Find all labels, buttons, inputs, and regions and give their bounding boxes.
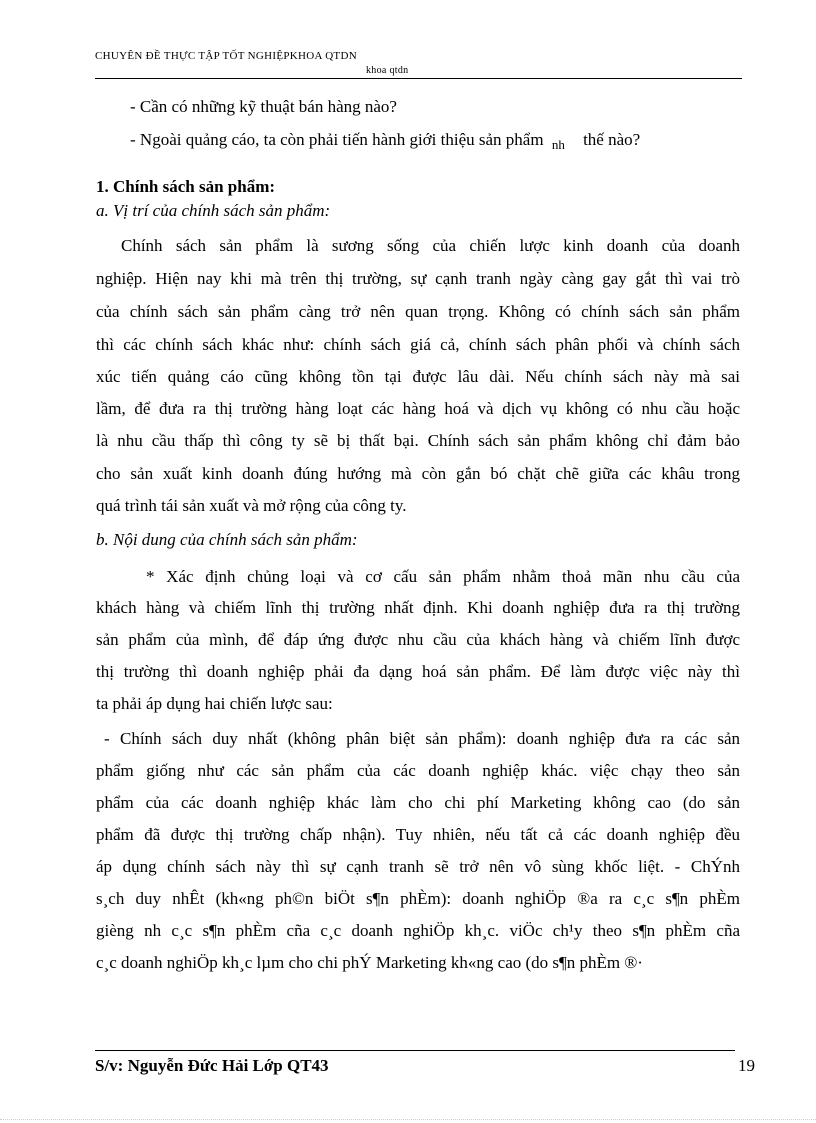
text-line: - Ngoài quảng cáo, ta còn phải tiến hành giới thiệu sản phẩm $_{nh}$ thế nào? — [130, 130, 641, 152]
text-line: s¸ch duy nhÊt (kh«ng ph©n biÖt s¶n phÈm): doanh nghiÖp ®a ra c¸c s¶n phÈm — [96, 889, 740, 908]
text-line: thị trường thì doanh nghiệp phải đa dạng hoá sản phẩm. Để làm được việc này thì — [96, 662, 740, 681]
page-number: 19 — [738, 1056, 755, 1075]
text-line: Chính sách sản phẩm là sương sống của chiến lược kinh doanh của doanh — [121, 236, 740, 255]
text-line: là nhu cầu thấp thì công ty sẽ bị thất bại. Chính sách sản phẩm không chỉ đảm bảo — [96, 431, 740, 450]
text-line: xúc tiến quảng cáo cũng không tồn tại được lâu dài. Nếu chính sách này mà sai — [96, 367, 740, 386]
header-rule — [95, 78, 742, 79]
text-line: sản phẩm của mình, để đáp ứng được nhu cầu của khách hàng và chiếm lĩnh được — [96, 630, 740, 649]
page-edge — [0, 1119, 816, 1120]
text-line: phẩm giống như các sản phẩm của các doanh nghiệp khác. việc chạy theo sản — [96, 761, 740, 780]
section-heading: 1. Chính sách sản phẩm: — [96, 177, 276, 196]
header-subtitle: khoa qtdn — [366, 65, 409, 76]
text-line: phẩm đã được thị trường chấp nhận). Tuy nhiên, nếu tất cả các doanh nghiệp đều — [96, 825, 740, 844]
text-line: khách hàng và chiếm lĩnh thị trường nhất định. Khi doanh nghiệp đưa ra thị trường — [96, 598, 740, 617]
text-fragment: nh — [551, 137, 565, 152]
text-line: phẩm của các doanh nghiệp khác làm cho chi phí Marketing không cao (do sản — [96, 793, 740, 812]
text-line: áp dụng chính sách này thì sự cạnh tranh sẽ trở nên vô sùng khốc liệt. - ChÝnh — [96, 857, 740, 876]
text-line: ta phải áp dụng hai chiến lược sau: — [96, 694, 333, 713]
text-fragment: thế nào? — [583, 130, 641, 149]
text-line: nghiệp. Hiện nay khi mà trên thị trường, sự cạnh tranh ngày càng gay gắt thì vai trò — [96, 269, 740, 288]
text-line: gièng nh c¸c s¶n phÈm cña c¸c doanh nghiÖp kh¸c. viÖc ch¹y theo s¶n phÈm cña — [96, 921, 740, 940]
text-line: - Cần có những kỹ thuật bán hàng nào? — [130, 97, 397, 116]
footer-author: S/v: Nguyễn Đức Hải Lớp QT43 — [95, 1056, 329, 1075]
text-line: c¸c doanh nghiÖp kh¸c lµm cho chi phÝ Marketing kh«ng cao (do s¶n phÈm ®· — [96, 953, 643, 972]
text-line: * Xác định chủng loại và cơ cấu sản phẩm nhằm thoả mãn nhu cầu của — [146, 567, 740, 586]
text-line: lầm, để đưa ra thị trường hàng loạt các hàng hoá và dịch vụ không có nhu cầu hoặc — [96, 399, 740, 418]
text-line: quá trình tái sản xuất và mở rộng của công ty. — [96, 496, 407, 515]
text-line: thì các chính sách khác như: chính sách giá cả, chính sách phân phối và chính sách — [96, 335, 740, 354]
text-line: của chính sách sản phẩm càng trở nên quan trọng. Không có chính sách sản phẩm — [96, 302, 740, 321]
text-line: cho sản xuất kinh doanh đúng hướng mà còn gắn bó chặt chẽ giữa các khâu trong — [96, 464, 740, 483]
text-line: - Chính sách duy nhất (không phân biệt sản phẩm): doanh nghiệp đưa ra các sản — [104, 729, 740, 748]
header-title: CHUYÊN ĐỀ THỰC TẬP TỐT NGHIỆPKHOA QTDN — [95, 50, 357, 62]
subsection-heading: b. Nội dung của chính sách sản phẩm: — [96, 530, 358, 549]
footer-rule — [95, 1050, 735, 1051]
subsection-heading: a. Vị trí của chính sách sản phẩm: — [96, 201, 331, 220]
